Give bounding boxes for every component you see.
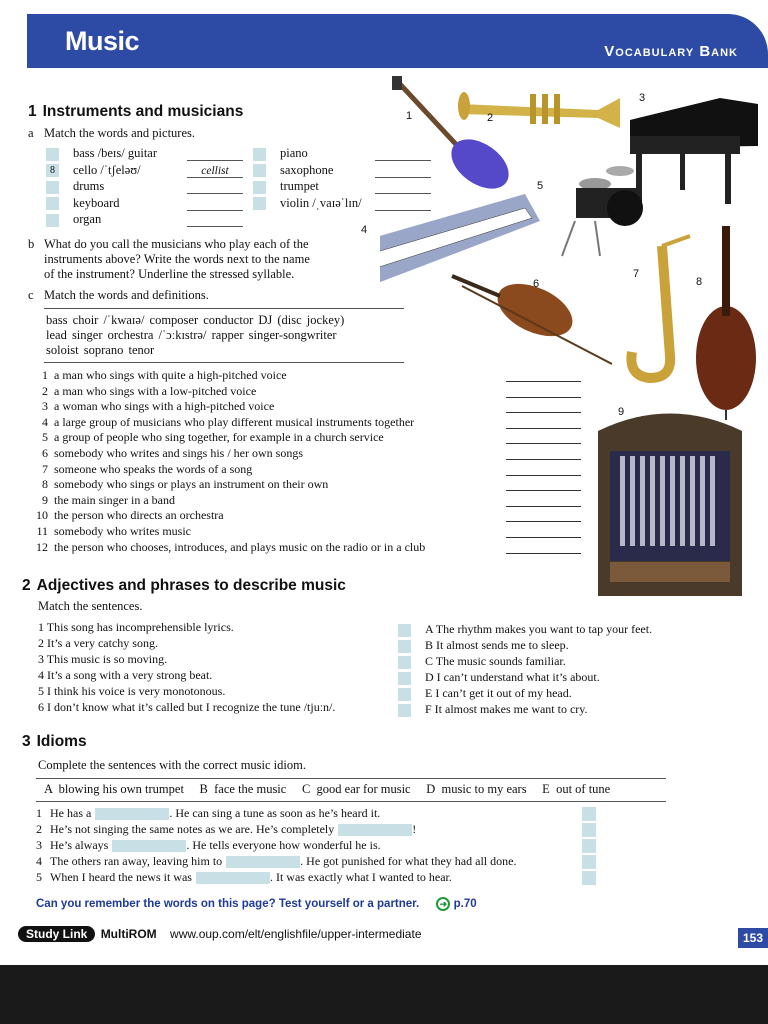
instrument-word: trumpet — [280, 179, 319, 193]
instrument-word: saxophone — [280, 162, 334, 177]
definition-number: 8 — [42, 477, 48, 492]
adjective-sentence: 6 I don’t know what it’s called but I recognize the tune /tjuːn/. — [38, 700, 336, 714]
arrow-circle-icon: ➜ — [436, 897, 450, 911]
adjective-answer-row — [398, 670, 600, 685]
instrument-word: drums — [73, 179, 105, 193]
word-box-bottom-rule — [44, 362, 404, 363]
idiom-blank[interactable] — [95, 808, 169, 820]
sentence-end: . He can sing a tune as soon as he’s heard it. — [169, 806, 381, 820]
answer-box[interactable] — [398, 640, 411, 653]
definition-row — [28, 446, 303, 461]
answer-box[interactable] — [398, 672, 411, 685]
adjective-answer-row — [398, 622, 652, 637]
page-number: 153 — [738, 928, 768, 948]
picture-number: 8 — [696, 276, 703, 288]
sentence-number: 1 — [36, 806, 42, 820]
word-box-top-rule — [44, 308, 404, 309]
idiom-box-top-rule — [36, 778, 666, 779]
instrument-word: bass /beɪs/ guitar — [73, 146, 158, 160]
idiom-sentence — [36, 854, 516, 869]
definition-row — [28, 384, 256, 399]
answer-box[interactable] — [398, 624, 411, 637]
answer-blank[interactable] — [187, 149, 243, 161]
definition-text: the person who chooses, introduces, and plays music on the radio or in a club — [54, 539, 426, 554]
answer-box[interactable] — [398, 704, 411, 717]
definition-row — [28, 540, 425, 555]
adjective-sentence: 1 This song has incomprehensible lyrics. — [38, 620, 234, 634]
definition-text: a man who sings with a low-pitched voice — [54, 383, 257, 398]
definition-text: the person who directs an orchestra — [54, 508, 224, 523]
picture-number: 7 — [633, 268, 640, 280]
definition-text: a large group of musicians who play different musical instruments together — [54, 414, 415, 429]
instrument-word: organ — [73, 212, 102, 226]
adjective-answer: A The rhythm makes you want to tap your feet. — [425, 622, 653, 636]
idiom-sentence — [36, 822, 416, 837]
adjective-answer: E I can’t get it out of my head. — [425, 686, 572, 700]
instruction-c: c Match the words and definitions. — [28, 288, 209, 302]
sentence-end: . He got punished for what they had all done. — [300, 854, 517, 868]
answer-blank[interactable] — [187, 182, 243, 194]
section-number: 2 — [22, 577, 31, 594]
picture-number: 2 — [487, 112, 494, 124]
test-yourself-line: Can you remember the words on this page? Test yourself or a partner. ➜ p.70 — [36, 898, 477, 911]
picture-number: 6 — [533, 278, 540, 290]
section-3-instruction: Complete the sentences with the correct music idiom. — [38, 758, 306, 772]
instruction-b-line2: instruments above? Write the words next to the name — [44, 252, 310, 266]
answer-box[interactable]: 8 — [46, 164, 59, 177]
header-banner — [27, 14, 768, 68]
adjective-sentence: 3 This music is so moving. — [38, 652, 168, 666]
bass-guitar-picture — [392, 76, 518, 199]
definition-number: 6 — [42, 446, 48, 460]
idiom-blank[interactable] — [196, 872, 270, 884]
picture-number: 4 — [361, 224, 368, 236]
section-title: Instruments and musicians — [42, 103, 244, 120]
definition-text: a man who sings with quite a high-pitched voice — [54, 368, 287, 382]
definition-text: somebody who sings or plays an instrument on their own — [54, 477, 329, 492]
sentence-number: 3 — [36, 838, 42, 852]
page-title: Music — [65, 26, 140, 56]
instrument-word-row — [46, 196, 243, 211]
idiom-sentence — [36, 870, 452, 885]
keyboard-picture — [380, 194, 540, 286]
sentence-end: . It was exactly what I wanted to hear. — [269, 870, 452, 884]
page-reference-link[interactable]: p.70 — [453, 898, 477, 911]
definition-text: a group of people who sing together, for example in a church service — [54, 430, 384, 445]
sentence-end: . He tells everyone how wonderful he is. — [186, 838, 381, 852]
answer-box[interactable] — [46, 148, 59, 161]
example-answer: cellist — [187, 165, 243, 178]
instrument-pictures — [380, 76, 768, 596]
sentence-start: He’s not singing the same notes as we are. He’s completely — [50, 822, 335, 836]
definition-text: a woman who sings with a high-pitched voice — [54, 399, 275, 414]
section-2-heading — [22, 577, 346, 595]
section-2-instruction: Match the sentences. — [38, 599, 143, 613]
definition-row — [28, 493, 175, 508]
definition-row — [28, 399, 274, 414]
sentence-number: 2 — [36, 822, 42, 836]
picture-number: 9 — [618, 406, 625, 418]
definition-row — [28, 524, 191, 539]
violin-picture — [452, 273, 612, 364]
answer-box[interactable] — [582, 855, 596, 869]
answer-box[interactable] — [582, 807, 596, 821]
answer-box[interactable] — [582, 839, 596, 853]
section-label: Vocabulary Bank — [604, 43, 738, 60]
instruction-b: b What do you call the musicians who play each of the — [28, 237, 309, 251]
picture-number: 3 — [639, 92, 646, 104]
idiom-sentence — [36, 838, 381, 853]
word-box-line-3: soloist soprano tenor — [46, 343, 155, 357]
adjective-answer: B It almost sends me to sleep. — [425, 638, 569, 652]
answer-blank[interactable] — [187, 215, 243, 227]
sentence-start: He’s always — [50, 838, 109, 852]
instrument-word: violin /ˌvaɪəˈlɪn/ — [280, 195, 362, 210]
sentence-number: 4 — [36, 854, 42, 868]
sentence-end: ! — [412, 822, 417, 836]
definition-number: 10 — [36, 508, 48, 523]
definition-row — [28, 368, 287, 383]
definition-row — [28, 477, 328, 492]
adjective-sentence: 2 It’s a very catchy song. — [38, 636, 158, 650]
definition-number: 3 — [42, 399, 48, 414]
answer-box[interactable] — [253, 181, 266, 194]
word-box-line-2: lead singer orchestra /ˈɔːkɪstrə/ rapper singer-songwriter — [46, 328, 337, 342]
website-url[interactable]: www.oup.com/elt/englishfile/upper-intermediate — [170, 927, 422, 941]
answer-box[interactable] — [582, 871, 596, 885]
cello-picture — [696, 226, 756, 420]
answer-box[interactable] — [253, 164, 266, 177]
adjective-answer-row — [398, 638, 569, 653]
definition-text: someone who speaks the words of a song — [54, 461, 253, 476]
answer-box[interactable] — [398, 656, 411, 669]
definition-number: 9 — [42, 492, 48, 507]
adjective-sentence: 5 I think his voice is very monotonous. — [38, 684, 226, 698]
answer-box[interactable] — [253, 148, 266, 161]
idiom-options: A blowing his own trumpet B face the music C good ear for music D music to my ears E out of tune — [44, 782, 611, 796]
saxophone-picture — [631, 236, 690, 378]
sentence-start: He has a — [50, 806, 92, 820]
section-title: Idioms — [36, 733, 87, 750]
instrument-word-row — [46, 146, 243, 161]
multirom-label: MultiROM — [100, 927, 157, 941]
instrument-word: keyboard — [73, 195, 120, 210]
adjective-answer: F It almost makes me want to cry. — [425, 702, 588, 716]
adjective-answer-row — [398, 702, 588, 717]
definition-text: the main singer in a band — [54, 492, 175, 507]
section-number: 1 — [28, 103, 37, 120]
definition-row — [28, 415, 414, 430]
definition-number: 12 — [36, 539, 48, 554]
answer-blank[interactable] — [187, 199, 243, 211]
idiom-blank[interactable] — [112, 840, 186, 852]
definition-number: 4 — [42, 414, 48, 429]
adjective-answer-row — [398, 686, 572, 701]
sentence-start: The others ran away, leaving him to — [50, 854, 223, 868]
study-link-bar — [18, 926, 422, 942]
idiom-box-bottom-rule — [36, 801, 666, 802]
answer-box[interactable] — [253, 197, 266, 210]
adjective-sentence: 4 It’s a song with a very strong beat. — [38, 668, 213, 682]
definition-number: 5 — [42, 430, 48, 445]
idiom-sentence — [36, 806, 380, 821]
word-box-line-1: bass choir /ˈkwaɪə/ composer conductor DJ (disc jockey) — [46, 313, 345, 327]
section-3-heading — [22, 733, 87, 751]
picture-number: 1 — [406, 110, 413, 122]
instruction-a: a Match the words and pictures. — [28, 126, 196, 140]
answer-box[interactable] — [46, 197, 59, 210]
scan-edge-band — [0, 965, 768, 1024]
instrument-word: piano — [280, 146, 308, 160]
definition-number: 2 — [42, 383, 48, 398]
definition-row — [28, 508, 224, 523]
section-1-heading — [28, 103, 243, 121]
instruction-b-line3: of the instrument? Underline the stressed syllable. — [44, 267, 295, 281]
picture-number: 5 — [537, 180, 544, 192]
instrument-word-row — [46, 163, 243, 178]
answer-box[interactable] — [46, 181, 59, 194]
definition-number: 11 — [36, 524, 48, 538]
definition-number: 7 — [42, 461, 48, 476]
idiom-blank[interactable] — [226, 856, 300, 868]
section-title: Adjectives and phrases to describe music — [36, 577, 346, 594]
definition-number: 1 — [42, 368, 48, 382]
adjective-answer-row — [398, 654, 566, 669]
idiom-blank[interactable] — [338, 824, 412, 836]
sentence-start: When I heard the news it was — [50, 870, 192, 884]
organ-picture — [598, 414, 742, 597]
adjective-answer: D I can’t understand what it’s about. — [425, 670, 600, 684]
answer-box[interactable] — [582, 823, 596, 837]
answer-box[interactable] — [398, 688, 411, 701]
definition-row — [28, 430, 384, 445]
instrument-word: cello /ˈtʃeləʊ/ — [73, 162, 141, 177]
answer-box[interactable] — [46, 214, 59, 227]
definition-text: somebody who writes music — [54, 524, 191, 538]
piano-picture — [630, 98, 758, 204]
definition-row — [28, 462, 252, 477]
definition-text: somebody who writes and sings his / her own songs — [54, 446, 303, 460]
instrument-word-row — [46, 212, 243, 227]
instrument-word-row — [46, 179, 243, 194]
section-number: 3 — [22, 733, 31, 750]
trumpet-picture — [458, 92, 620, 128]
drums-picture — [562, 166, 643, 256]
study-link-badge: Study Link — [18, 926, 95, 942]
sentence-number: 5 — [36, 870, 42, 884]
adjective-answer: C The music sounds familiar. — [425, 654, 566, 668]
